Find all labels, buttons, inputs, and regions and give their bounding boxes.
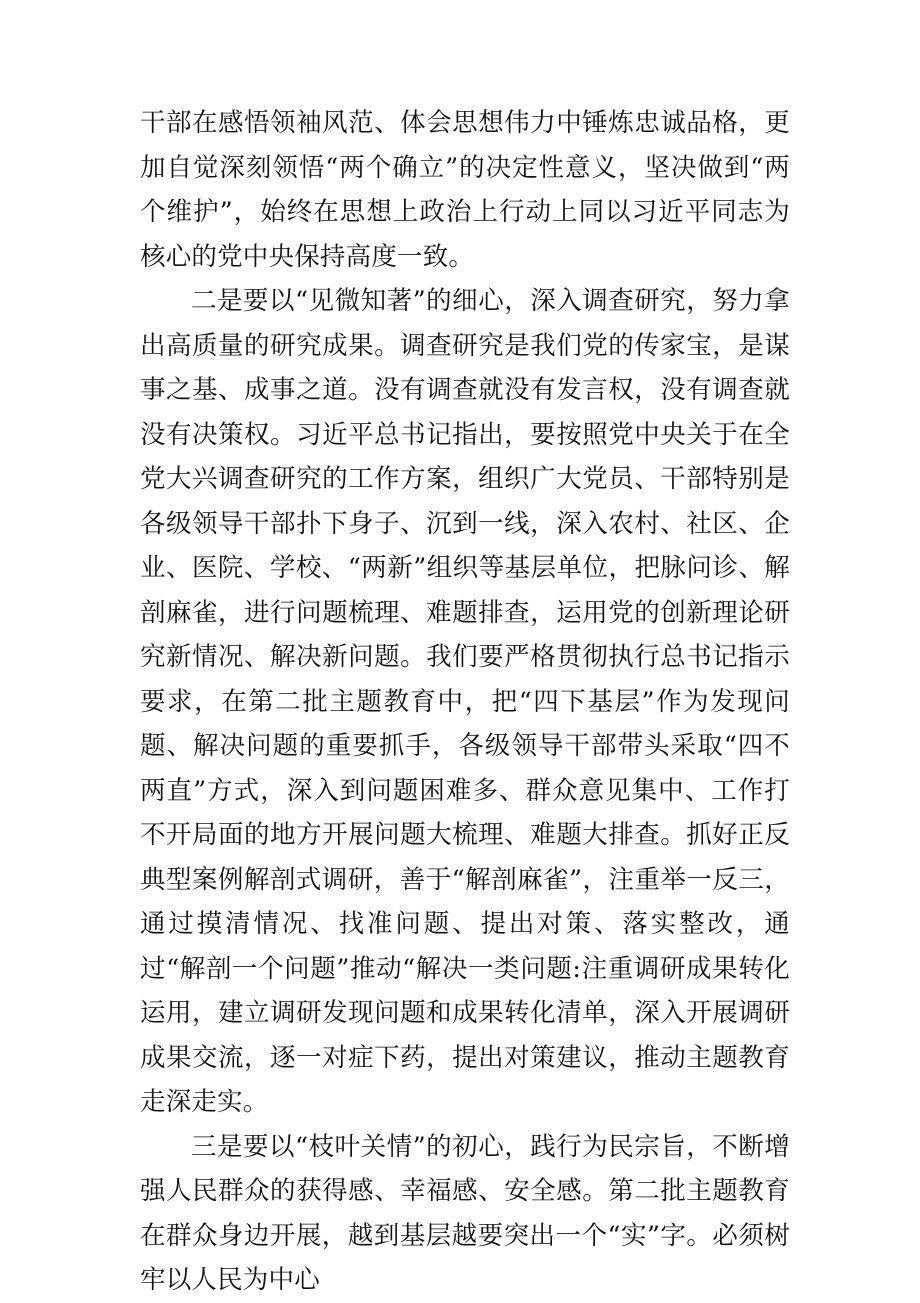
paragraph-1: 干部在感悟领袖风范、体会思想伟力中锤炼忠诚品格，更加自觉深刻领悟“两个确立”的决定性意义，坚决做到“两个维护”，始终在思想上政治上行动上同以习近平同志为核心的党中央保持高度一致。 [140, 108, 790, 272]
body-text [140, 101, 790, 1303]
paragraph-3: 三是要以“枝叶关情”的初心，践行为民宗旨，不断增强人民群众的获得感、幸福感、安全感。第二批主题教育在群众身边开展，越到基层越要突出一个“实”字。必须树牢以人民为中心 [140, 1131, 790, 1295]
paragraph-2: 二是要以“见微知著”的细心，深入调查研究，努力拿出高质量的研究成果。调查研究是我们党的传家宝，是谋事之基、成事之道。没有调查就没有发言权，没有调查就没有决策权。习近平总书记指出，要按照党中央关于在全党大兴调查研究的工作方案，组织广大党员、干部特别是各级领导干部扑下身子、沉到一线，深入农村、社区、企业、医院、学校、“两新”组织等基层单位，把脉问诊、解剖麻雀，进行问题梳理、难题排查，运用党的创新理论研究新情况、解决新问题。我们要严格贯彻执行总书记指示要求，在第二批主题教育中，把“四下基层”作为发现问题、解决问题的重要抓手，各级领导干部带头采取“四不两直”方式，深入到问题困难多、群众意见集中、工作打不开局面的地方开展问题大梳理、难题大排查。抓好正反典型案例解剖式调研，善于“解剖麻雀”，注重举一反三，通过摸清情况、找准问题、提出对策、落实整改，通过“解剖一个问题”推动“解决一类问题:注重调研成果转化运用，建立调研发现问题和成果转化清单，深入开展调研成果交流，逐一对症下药，提出对策建议，推动主题教育走深走实。 [140, 286, 790, 1117]
